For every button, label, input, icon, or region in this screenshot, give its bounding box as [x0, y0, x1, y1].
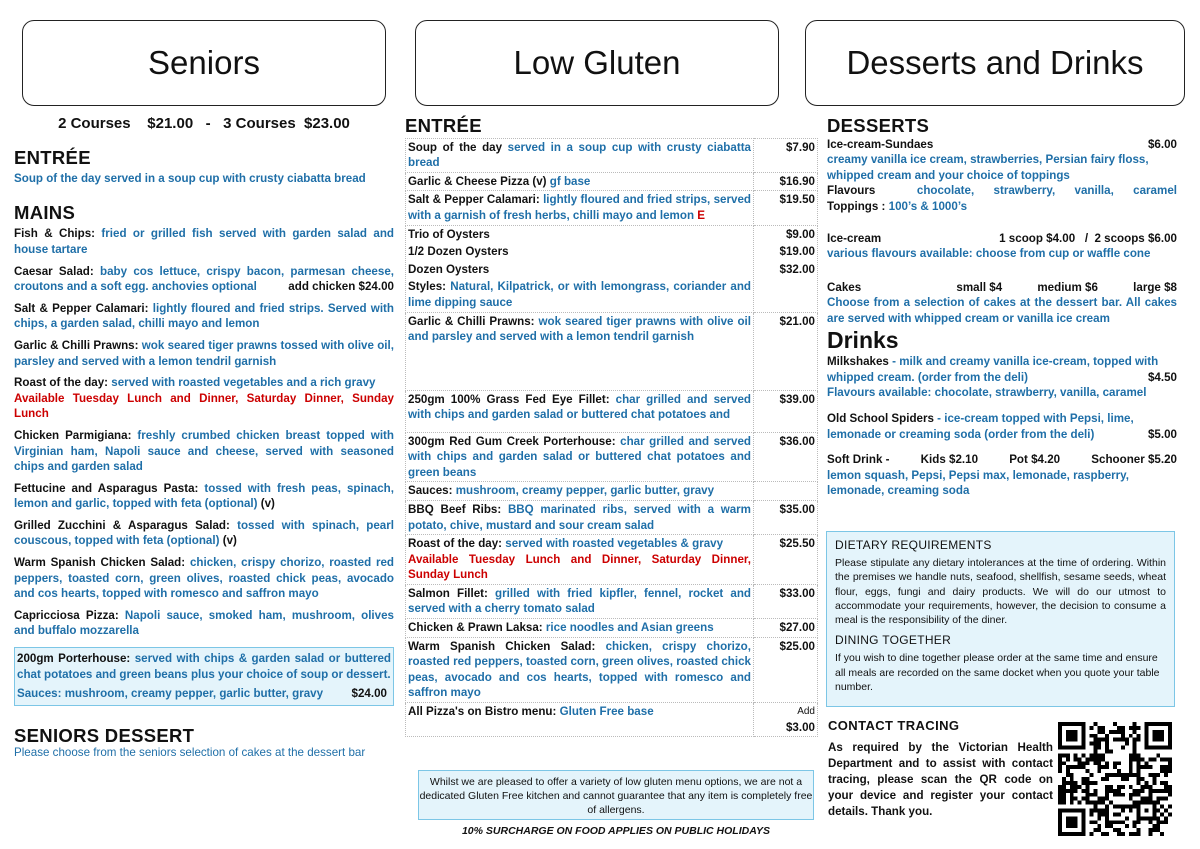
contact-tracing-title: CONTACT TRACING [828, 718, 960, 733]
low-gluten-row [406, 584, 818, 618]
softdrink-row [827, 452, 1177, 468]
seniors-main-item [14, 428, 394, 475]
row-price-prefix: Add [797, 706, 815, 718]
row-price-cell [754, 312, 818, 390]
main-desc: Napoli sauce, smoked ham, mushroom, olives and buffalo mozzarella [14, 608, 394, 638]
row-price: $3.00 [785, 720, 815, 734]
main-availability: Available Tuesday Lunch and Dinner, Saturday Dinner, Sunday Lunch [14, 391, 394, 421]
cakes-small: small $4 [956, 280, 1003, 294]
spiders-desc: - ice-cream topped with Pepsi, lime, lemonade or creaming soda (order from the deli) [827, 411, 1134, 441]
row-price: $25.50 [779, 537, 815, 551]
flavours-label: Flavours [827, 184, 876, 198]
cakes-medium: medium $6 [1037, 280, 1098, 294]
row-name: BBQ Beef Ribs: [408, 502, 502, 516]
dietary-requirements-box [826, 531, 1175, 707]
milkshake-desc: - milk and creamy vanilla ice-cream, topped with whipped cream. (order from the deli) [827, 355, 1159, 384]
low-gluten-row [406, 703, 818, 737]
row-desc: char grilled and served with chips and garden salad or buttered chat potatoes and green beans [408, 434, 752, 479]
seniors-pricing: 2 Courses $21.00 - 3 Courses $23.00 [58, 115, 350, 132]
main-desc: freshly crumbed chicken breast topped with Virginian ham, Napoli sauce and cheese, served with seasoned chips and garden salad [14, 428, 394, 474]
main-name: Chicken Parmigiana: [14, 428, 132, 442]
seniors-header [22, 20, 386, 106]
row-name: All Pizza's on Bistro menu: [408, 705, 557, 719]
row-desc: char grilled and served with chips and garden salad or buttered chat potatoes and [408, 392, 751, 422]
main-name: Grilled Zucchini & Asparagus Salad: [14, 518, 230, 532]
milkshake-item [827, 354, 1177, 385]
row-name: Roast of the day: [408, 537, 503, 551]
row-price-cell [754, 191, 818, 225]
qr-code-icon[interactable] [1058, 722, 1172, 836]
row-name: 250gm 100% Grass Fed Eye Fillet: [408, 392, 610, 406]
low-gluten-column [405, 116, 818, 737]
dietary-text: Please stipulate any dietary intolerances at the time of ordering. Within the premises we handle nuts, seafood, shellfish, sesame seeds, wheat flour, eggs, fungi and dairy products. We will do our utmost to accommodate your requirements, however, the decision to consume a meal is the responsibility of the diner. [835, 557, 1166, 627]
cakes-row [827, 280, 1177, 296]
oyster-name: Dozen Oysters [408, 262, 490, 276]
low-gluten-row [406, 432, 818, 482]
row-desc-cell [406, 432, 754, 482]
desserts-title: DESSERTS [827, 115, 930, 136]
row-desc-cell [406, 500, 754, 534]
main-extra: add chicken $24.00 [288, 280, 394, 294]
toppings-list: 100’s & 1000’s [888, 199, 968, 213]
spiders-name: Old School Spiders [827, 411, 934, 425]
flavours-row [827, 183, 1177, 199]
seniors-main-item [14, 264, 394, 295]
low-gluten-row [406, 172, 818, 191]
softdrink-name: Soft Drink - [827, 453, 890, 467]
drinks-title: Drinks [827, 326, 899, 353]
milkshake-flavours-list: chocolate, strawberry, vanilla, caramel [934, 386, 1147, 400]
toppings-label: Toppings : [827, 199, 886, 213]
row-name: Salmon Fillet: [408, 586, 488, 600]
porterhouse-name: 200gm Porterhouse: [17, 652, 131, 666]
low-gluten-row [406, 191, 818, 225]
row-availability: Available Tuesday Lunch and Dinner, Saturday Dinner, Sunday Lunch [408, 552, 751, 582]
seniors-mains-title: MAINS [14, 201, 76, 223]
public-holiday-surcharge: 10% SURCHARGE ON FOOD APPLIES ON PUBLIC HOLIDAYS [461, 825, 771, 837]
porterhouse-sauces: Sauces: mushroom, creamy pepper, garlic butter, gravy [17, 687, 324, 701]
row-price: $27.00 [779, 621, 815, 635]
desserts-drinks-header [805, 20, 1185, 106]
low-gluten-row [406, 637, 818, 702]
row-price: $39.00 [779, 392, 815, 406]
row-price: $19.50 [779, 193, 815, 207]
seniors-main-item [14, 226, 394, 257]
row-desc: served with roasted vegetables & gravy [505, 537, 724, 551]
spiders-price: $5.00 [1147, 427, 1177, 441]
main-desc: lightly floured and fried strips. Served with chips, a garden salad, chilli mayo and lemon [14, 301, 394, 331]
main-name: Warm Spanish Chicken Salad: [14, 556, 186, 570]
softdrink-kids: Kids $2.10 [920, 453, 979, 467]
main-desc: tossed with spinach, pearl couscous, topped with feta (optional) [14, 518, 394, 548]
seniors-dessert-text: Please choose from the seniors selection of cakes at the dessert bar [14, 746, 366, 760]
oyster-name: 1/2 Dozen Oysters [408, 245, 509, 259]
seniors-header-title: Seniors [148, 44, 260, 81]
row-name: Sauces: [408, 484, 453, 498]
low-gluten-row [406, 619, 818, 638]
oyster-price: $32.00 [779, 262, 815, 276]
low-gluten-entree-title: ENTRÉE [405, 115, 482, 136]
row-desc-cell [406, 390, 754, 432]
desserts-drinks-header-title: Desserts and Drinks [846, 44, 1144, 81]
milkshake-name: Milkshakes [827, 355, 889, 369]
row-name: Warm Spanish Chicken Salad: [408, 639, 596, 653]
icecream-name: Ice-cream [827, 231, 882, 245]
low-gluten-row [406, 482, 818, 501]
seniors-column [14, 116, 394, 761]
milkshake-flavours [827, 385, 1177, 401]
row-price-cell [754, 584, 818, 618]
oyster-price: $19.00 [779, 245, 815, 259]
main-desc: wok seared tiger prawns tossed with olive oil, parsley and served with a lemon tendril garnish [14, 338, 394, 368]
main-name: Capricciosa Pizza: [14, 608, 119, 622]
row-desc-cell [406, 703, 754, 737]
main-name: Fettucine and Asparagus Pasta: [14, 481, 199, 495]
row-desc: mushroom, creamy pepper, garlic butter, gravy [455, 484, 715, 498]
row-price: $21.00 [779, 314, 815, 328]
row-price-cell [754, 619, 818, 638]
porterhouse-sauces-row [17, 686, 391, 702]
gluten-disclaimer: Whilst we are pleased to offer a variety of low gluten menu options, we are not a dedicated Gluten Free kitchen and cannot guarantee that any item is completely free of allergens. [418, 770, 814, 820]
low-gluten-row [406, 500, 818, 534]
seniors-main-item [14, 518, 394, 549]
row-desc-cell [406, 138, 754, 172]
row-price-cell [754, 482, 818, 501]
main-name: Fish & Chips: [14, 227, 96, 241]
row-desc: chicken, crispy chorizo, roasted red peppers, toasted corn, green olives, roasted chick peas, avocado and cos hearts, topped with romesco and saffron mayo [408, 639, 751, 700]
low-gluten-row [406, 225, 818, 312]
row-name: Garlic & Chilli Prawns: [408, 314, 535, 328]
main-name: Caesar Salad: [14, 264, 94, 278]
row-price-cell [754, 225, 818, 312]
oyster-name: Trio of Oysters [408, 227, 490, 241]
cakes-name: Cakes [827, 280, 862, 294]
softdrink-pot: Pot $4.20 [1009, 453, 1061, 467]
row-name: Chicken & Prawn Laksa: [408, 621, 543, 635]
main-suffix: (v) [260, 497, 275, 511]
seniors-main-item [14, 338, 394, 369]
sundae-price: $6.00 [1147, 137, 1177, 151]
icecream-row [827, 231, 1177, 247]
low-gluten-header-title: Low Gluten [513, 44, 681, 81]
seniors-porterhouse-box [14, 647, 394, 706]
row-name: Garlic & Cheese Pizza (v) [408, 174, 547, 188]
porterhouse-item [17, 651, 391, 682]
row-name: 300gm Red Gum Creek Porterhouse: [408, 434, 616, 448]
seniors-entree-title: ENTRÉE [14, 146, 91, 168]
row-price-cell [754, 500, 818, 534]
porterhouse-price: $24.00 [351, 687, 387, 701]
seniors-dessert-title: SENIORS DESSERT [14, 724, 195, 746]
seniors-mains-list [14, 226, 394, 639]
row-price-cell [754, 637, 818, 702]
oyster-price: $9.00 [785, 227, 815, 241]
row-desc-cell [406, 172, 754, 191]
row-desc: lightly floured and fried strips, served with a garnish of fresh herbs, chilli mayo and lemon [408, 193, 751, 222]
low-gluten-row [406, 535, 818, 585]
sundae-row [827, 137, 1177, 153]
main-desc: served with roasted vegetables and a rich gravy [111, 376, 376, 390]
row-flag: E [697, 208, 706, 222]
row-price-cell [754, 703, 818, 737]
low-gluten-header [415, 20, 779, 106]
desserts-column [827, 116, 1177, 499]
sundae-desc: creamy vanilla ice cream, strawberries, Persian fairy floss, whipped cream and your choice of toppings [827, 153, 1149, 182]
row-desc-cell [406, 312, 754, 390]
row-price-cell [754, 390, 818, 432]
seniors-main-item [14, 608, 394, 639]
row-desc-cell [406, 482, 754, 501]
main-desc: tossed with fresh peas, spinach, lemon and garlic, topped with feta (optional) [14, 481, 394, 511]
seniors-main-item [14, 301, 394, 332]
dietary-title: DIETARY REQUIREMENTS [835, 538, 992, 552]
row-desc: wok seared tiger prawns with olive oil and parsley and served with a lemon tendril garnish [408, 314, 751, 344]
row-desc-cell [406, 584, 754, 618]
cakes-desc: Choose from a selection of cakes at the dessert bar. All cakes are served with whipped cream or vanilla ice cream [827, 296, 1177, 325]
milkshake-price: $4.50 [1147, 370, 1177, 384]
softdrink-desc: lemon squash, Pepsi, Pepsi max, lemonade, raspberry, lemonade, creaming soda [827, 468, 1129, 498]
milkshake-flavours-label: Flavours available: [827, 386, 932, 400]
row-price-cell [754, 138, 818, 172]
seniors-main-item [14, 375, 394, 422]
row-price: $16.90 [779, 174, 815, 188]
row-desc-cell [406, 637, 754, 702]
row-desc: BBQ marinated ribs, served with a warm potato, chive, mustard and sour cream salad [408, 502, 751, 532]
main-desc: chicken, crispy chorizo, roasted red peppers, toasted corn, green olives, roasted chick peas, avocado and cos hearts, topped with romesco and saffron mayo [14, 556, 395, 601]
row-name: Styles: [408, 280, 447, 294]
main-desc: baby cos lettuce, crispy bacon, parmesan cheese, croutons and a soft egg. anchovies optional [14, 264, 394, 294]
row-desc-cell [406, 535, 754, 585]
row-price: $36.00 [779, 434, 815, 448]
row-desc: Natural, Kilpatrick, or with lemongrass, coriander and lime dipping sauce [408, 280, 751, 309]
softdrink-schooner: Schooner $5.20 [1091, 453, 1177, 467]
row-price: $7.90 [785, 140, 815, 154]
row-desc: gf base [549, 174, 591, 188]
low-gluten-table [405, 138, 818, 738]
seniors-main-item [14, 555, 394, 602]
row-desc-cell [406, 191, 754, 225]
row-price: $33.00 [779, 586, 815, 600]
dining-together-title: DINING TOGETHER [835, 633, 952, 648]
row-desc: served in a soup cup with crusty ciabatta bread [408, 140, 751, 170]
spiders-item [827, 411, 1177, 442]
main-suffix: (v) [222, 534, 237, 548]
row-price-cell [754, 172, 818, 191]
row-name: Soup of the day [408, 140, 503, 154]
row-price-cell [754, 535, 818, 585]
row-desc-cell [406, 225, 754, 312]
row-desc-cell [406, 619, 754, 638]
contact-tracing-text: As required by the Victorian Health Department and to assist with contact tracing, please scan the QR code on your device and register your contact details. Thank you. [828, 741, 1053, 818]
low-gluten-row [406, 390, 818, 432]
seniors-main-item [14, 481, 394, 512]
dining-together-text: If you wish to dine together please order at the same time and ensure all meals are recorded on the same docket when you quote your table number. [835, 652, 1160, 693]
flavours-list: chocolate, strawberry, vanilla, caramel [916, 184, 1177, 198]
main-name: Garlic & Chilli Prawns: [14, 338, 139, 352]
row-name: Salt & Pepper Calamari: [408, 193, 540, 207]
row-desc: rice noodles and Asian greens [545, 621, 714, 635]
cakes-large: large $8 [1133, 280, 1177, 294]
row-price: $25.00 [779, 639, 815, 653]
seniors-entree-text: Soup of the day served in a soup cup with crusty ciabatta bread [14, 172, 366, 186]
toppings-row [827, 199, 1177, 215]
row-price-cell [754, 432, 818, 482]
row-desc: grilled with fried kipfler, fennel, rocket and served with a cherry tomato salad [408, 586, 751, 616]
main-name: Salt & Pepper Calamari: [14, 301, 149, 315]
row-price: $35.00 [779, 502, 815, 516]
porterhouse-desc: served with chips & garden salad or buttered chat potatoes and green beans plus your choice of soup or dessert. [17, 652, 391, 681]
icecream-price: 1 scoop $4.00 / 2 scoops $6.00 [999, 231, 1177, 245]
sundae-name: Ice-cream-Sundaes [827, 137, 934, 151]
low-gluten-row [406, 312, 818, 390]
main-name: Roast of the day: [14, 376, 109, 390]
icecream-desc: various flavours available: choose from cup or waffle cone [827, 247, 1151, 261]
main-desc: fried or grilled fish served with garden salad and house tartare [14, 227, 394, 256]
contact-tracing [828, 718, 1053, 820]
low-gluten-row [406, 138, 818, 172]
row-desc: Gluten Free base [559, 705, 654, 719]
